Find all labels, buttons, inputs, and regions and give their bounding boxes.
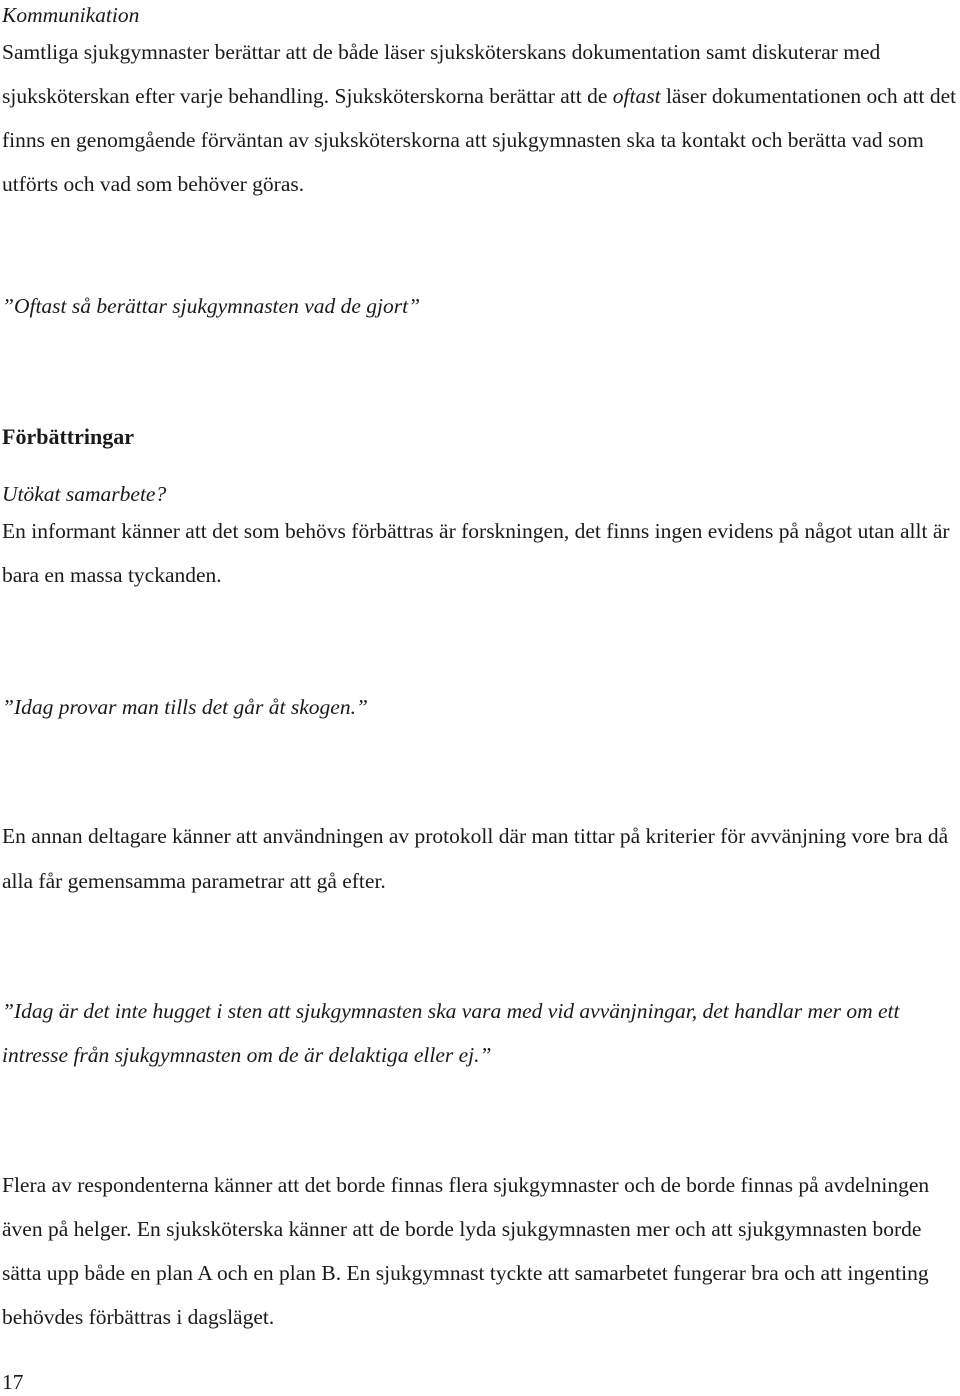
paragraph-research: En informant känner att det som behövs förbättras är forskningen, det finns ingen evidens på något utan allt är bara en massa tyckanden.	[2, 519, 950, 587]
paragraph-text: Samtliga sjukgymnaster berättar att de både läser sjuksköterskans dokumentation samt diskuterar med sjuksköterskan efter varje behandling. Sjuksköterskorna berättar att de	[2, 40, 881, 108]
paragraph-text: läser dokumentationen och att det finns en genomgående förväntan av sjuksköterskorna att sjukgymnasten ska ta kontakt och berätta vad som utförts och vad som behöver göras.	[2, 84, 957, 196]
emphasis-oftast: oftast	[612, 84, 661, 108]
paragraph-respondents: Flera av respondenterna känner att det borde finnas flera sjukgymnaster och de borde finnas på avdelningen även på helger. En sjuksköterska känner att de borde lyda sjukgymnasten mer och att sjukgymnasten borde sätta upp både en plan A och en plan B. En sjukgymnast tyckte att samarbetet fungerar bra och att ingenting behövdes förbättras i dagsläget.	[2, 1173, 930, 1329]
quote-oftast: ”Oftast så berättar sjukgymnasten vad de gjort”	[2, 294, 421, 318]
quote-idag-provar: ”Idag provar man tills det går åt skogen.”	[2, 695, 368, 719]
paragraph-communication	[2, 30, 957, 206]
subheading-kommunikation: Kommunikation	[2, 3, 140, 27]
page-number: 17	[2, 1370, 24, 1394]
subheading-utokat-samarbete: Utökat samarbete?	[2, 482, 167, 506]
quote-avvanjning: ”Idag är det inte hugget i sten att sjukgymnasten ska vara med vid avvänjningar, det handlar mer om ett intresse från sjukgymnasten om de är delaktiga eller ej.”	[2, 999, 900, 1067]
paragraph-protocol: En annan deltagare känner att användningen av protokoll där man tittar på kriterier för avvänjning vore bra då alla får gemensamma parametrar att gå efter.	[2, 824, 949, 893]
heading-forbattringar: Förbättringar	[2, 424, 134, 449]
